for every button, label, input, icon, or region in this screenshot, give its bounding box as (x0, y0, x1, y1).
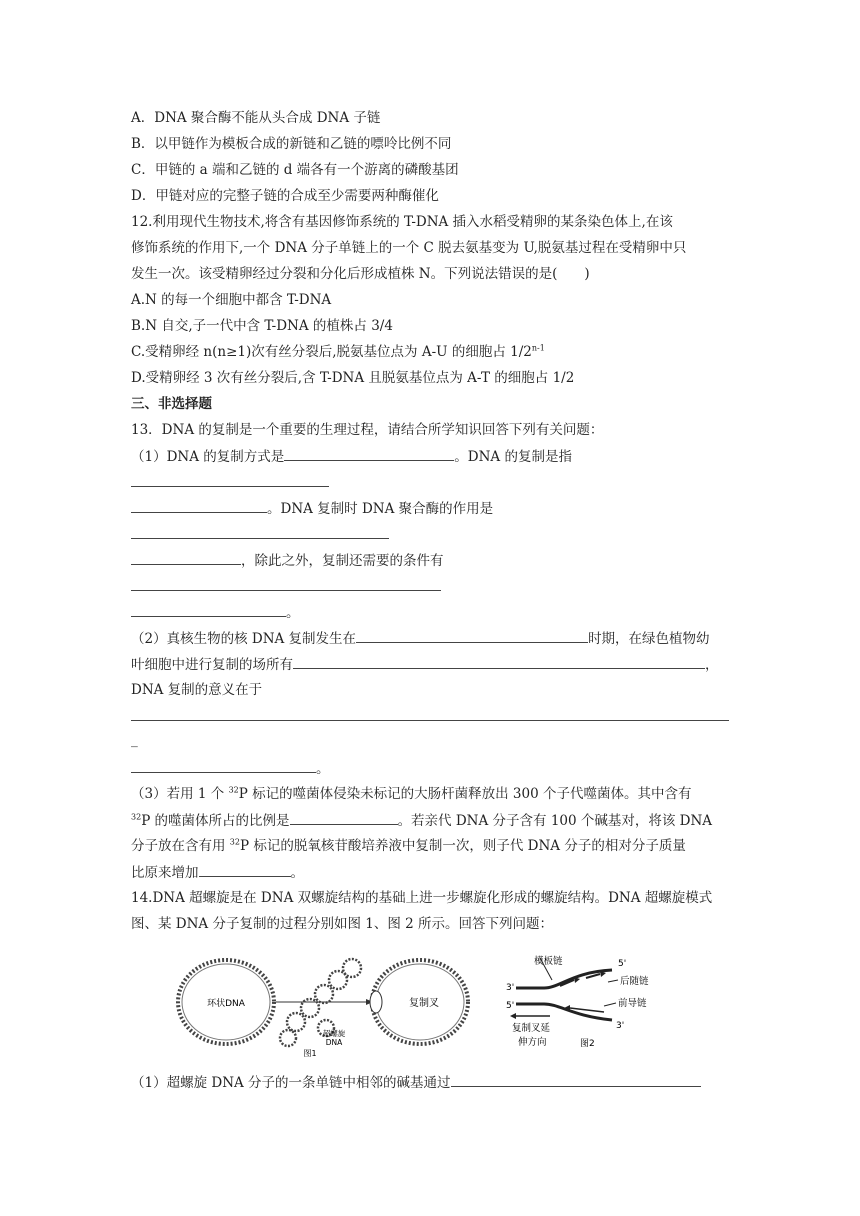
fig2-label-template: 模板链 (534, 956, 563, 967)
answer-blank[interactable] (131, 550, 241, 565)
q13-p2-prompt-a: （2）真核生物的核 DNA 复制发生在 (131, 631, 357, 647)
q13-p2-prompt-c: 叶细胞中进行复制的场所有 (131, 657, 293, 673)
q13-part2-line3: DNA 复制的意义在于 (131, 682, 263, 698)
fig2-label-direction-2: 伸方向 (518, 1037, 547, 1048)
fig1-caption: 图1 (303, 1049, 317, 1058)
punctuation: ， (705, 657, 719, 673)
answer-blank[interactable] (131, 720, 729, 721)
q13-p3-text: 。若亲代 DNA 分子含有 100 个碱基对，将该 DNA (397, 813, 713, 829)
q13-p1-prompt-d: ，除此之外，复制还需要的条件有 (241, 553, 444, 569)
q13-part1-line4 (131, 602, 300, 623)
replication-bubble (370, 991, 382, 1013)
answer-blank[interactable] (451, 1072, 701, 1087)
q12-option-c (131, 342, 545, 362)
fig1-label-circular-dna: 环状DNA (207, 999, 245, 1009)
figure-2-replication-fork (500, 950, 680, 1055)
fig2-label-leading: 前导链 (618, 998, 647, 1009)
figure-1-supercoiled-dna (176, 950, 476, 1062)
answer-blank[interactable] (131, 538, 389, 539)
q13-part2-line4 (131, 758, 330, 779)
q13-p1-prompt-c: 。DNA 复制时 DNA 聚合酶的作用是 (267, 501, 494, 517)
q13-part3-line4 (131, 862, 304, 883)
q13-p3-text: P 标记的脱氧核苷酸培养液中复制一次，则子代 DNA 分子的相对分子质量 (239, 838, 686, 854)
fig2-label-3prime-bottom: 3' (616, 1021, 625, 1031)
q12-stem-line3: 发生一次。该受精卵经过分裂和分化后形成植株 N。下列说法错误的是( ) (131, 266, 590, 282)
fig2-label-5prime-left: 5' (506, 1001, 515, 1011)
q12-option-a: A.N 的每一个细胞中都含 T-DNA (131, 292, 332, 308)
fig1-label-fork: 复制叉 (409, 998, 439, 1009)
q13-part3-line2 (131, 810, 712, 831)
punctuation: 。 (290, 865, 304, 881)
isotope-superscript: 32 (131, 812, 142, 822)
fig2-label-direction-1: 复制叉延 (512, 1023, 551, 1034)
answer-blank[interactable] (131, 486, 329, 487)
q12-stem-line2: 修饰系统的作用下,一个 DNA 分子单链上的一个 C 脱去氨基变为 U,脱氨基过程在受精卵中只 (131, 240, 687, 256)
q13-part1-line3 (131, 550, 444, 571)
q14-p1-prompt: （1）超螺旋 DNA 分子的一条单链中相邻的碱基通过 (131, 1075, 451, 1091)
answer-blank[interactable] (131, 602, 286, 617)
q13-p3-text: P 标记的噬菌体侵染未标记的大肠杆菌释放出 300 个子代噬菌体。其中含有 (238, 786, 692, 802)
q13-part1-line1 (131, 446, 572, 467)
q13-part3-line1 (131, 784, 691, 804)
q12-stem-line1: 12.利用现代生物技术,将含有基因修饰系统的 T-DNA 插入水稻受精卵的某条染色体上,在该 (131, 214, 673, 230)
punctuation: 。 (286, 605, 300, 621)
q13-dash: _ (131, 732, 138, 748)
q13-p1-prompt-b: 。DNA 的复制是指 (454, 449, 572, 465)
q13-p3-text: 分子放在含有用 (131, 838, 230, 854)
q13-part2-line1 (131, 628, 710, 649)
q12-option-d: D.受精卵经 3 次有丝分裂后,含 T-DNA 且脱氨基位点为 A-T 的细胞占 1/2 (131, 370, 575, 386)
fig2-label-3prime-left: 3' (506, 983, 515, 993)
q12-option-b: B.N 自交,子一代中含 T-DNA 的植株占 3/4 (131, 318, 393, 334)
fig2-caption: 图2 (580, 1039, 595, 1049)
q13-part1-line2 (131, 498, 493, 519)
q14-stem-line2: 图、某 DNA 分子复制的过程分别如图 1、图 2 所示。回答下列问题： (131, 916, 554, 932)
answer-blank[interactable] (199, 862, 291, 877)
answer-blank[interactable] (131, 590, 441, 591)
q14-stem-line1: 14.DNA 超螺旋是在 DNA 双螺旋结构的基础上进一步螺旋化形成的螺旋结构。DNA 超螺旋模式 (131, 890, 713, 906)
q13-stem: 13．DNA 的复制是一个重要的生理过程，请结合所学知识回答下列有关问题： (131, 422, 604, 438)
answer-blank[interactable] (284, 446, 454, 461)
answer-blank[interactable] (293, 654, 705, 669)
q11-option-c: C．甲链的 a 端和乙链的 d 端各有一个游离的磷酸基团 (131, 162, 459, 178)
answer-blank[interactable] (131, 498, 267, 513)
q12-option-c-exponent: n-1 (531, 343, 545, 353)
section-heading: 三、非选择题 (131, 396, 212, 412)
isotope-superscript: 32 (228, 785, 239, 795)
q13-part3-line3 (131, 836, 686, 856)
answer-blank[interactable] (290, 810, 398, 825)
answer-blank[interactable] (356, 628, 588, 643)
q13-p3-text: （3）若用 1 个 (131, 786, 229, 802)
punctuation: 。 (316, 761, 330, 777)
fig1-label-supercoil-dna: DNA (325, 1038, 343, 1047)
fig1-label-supercoil: 超螺旋 (322, 1029, 346, 1038)
q11-option-b: B．以甲链作为模板合成的新链和乙链的嘌呤比例不同 (131, 136, 452, 152)
q14-part1 (131, 1072, 701, 1093)
isotope-superscript: 32 (229, 837, 240, 847)
q11-option-d: D．甲链对应的完整子链的合成至少需要两种酶催化 (131, 188, 439, 204)
q13-p1-prompt-a: （1）DNA 的复制方式是 (131, 449, 285, 465)
q13-part2-line2 (131, 654, 719, 675)
q11-option-a: A．DNA 聚合酶不能从头合成 DNA 子链 (131, 110, 381, 126)
fig2-label-lagging: 后随链 (620, 976, 649, 987)
fig2-label-5prime-top: 5' (618, 959, 627, 969)
answer-blank[interactable] (131, 758, 316, 773)
q13-p2-prompt-b: 时期，在绿色植物幼 (588, 631, 710, 647)
q13-p3-text: P 的噬菌体所占的比例是 (141, 813, 290, 829)
q12-option-c-text: C.受精卵经 n(n≥1)次有丝分裂后,脱氨基位点为 A-U 的细胞占 1/2 (131, 344, 532, 360)
q13-p3-text: 比原来增加 (131, 865, 199, 881)
